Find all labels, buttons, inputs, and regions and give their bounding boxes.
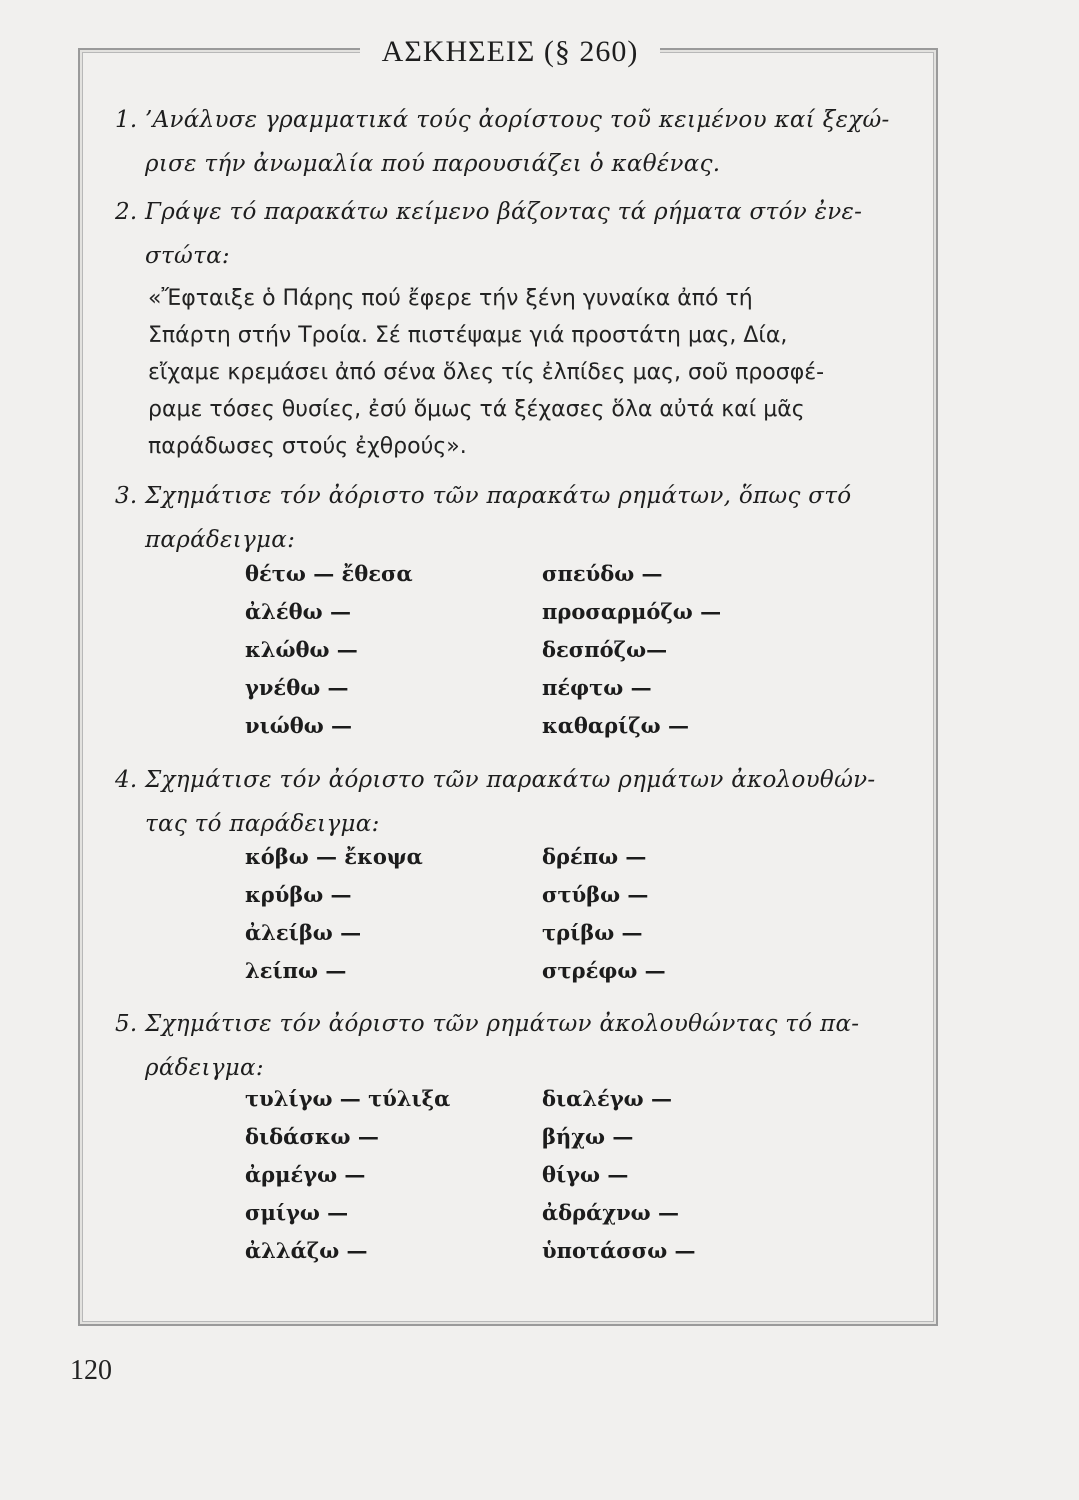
verb-item: κόβω — ἔκοψα (245, 844, 423, 869)
verb-item: θίγω — (542, 1162, 629, 1187)
exercise-2-line-1: Γράψε τό παρακάτω κείμενο βάζοντας τά ρήματα στόν ἐνε- (145, 199, 863, 225)
exercise-1-line-1: ’Ανάλυσε γραμματικά τούς ἀορίστους τοῦ κειμένου καί ξεχώ- (145, 107, 890, 133)
exercise-3-right-column (542, 555, 721, 745)
verb-item: τρίβω — (542, 920, 643, 945)
verb-item: ἀλείβω — (245, 920, 362, 945)
quote-line: «Ἔφταιξε ὁ Πάρης πού ἔφερε τήν ξένη γυναίκα ἀπό τή (148, 286, 753, 311)
exercise-5-right-column (542, 1080, 696, 1270)
verb-item: θέτω — ἔθεσα (245, 561, 413, 586)
exercise-4 (115, 758, 875, 846)
verb-item: διδάσκω — (245, 1124, 379, 1149)
exercise-5-line-1: Σχημάτισε τόν ἀόριστο τῶν ρημάτων ἀκολουθώντας τό πα- (145, 1011, 860, 1037)
exercise-2 (115, 190, 862, 278)
quote-line: Σπάρτη στήν Τροία. Σέ πιστέψαμε γιά προστάτη μας, Δία, (148, 323, 788, 348)
exercise-3-line-1: Σχημάτισε τόν ἀόριστο τῶν παρακάτω ρημάτων, ὅπως στό (145, 483, 852, 509)
verb-item: πέφτω — (542, 675, 652, 700)
exercise-5 (115, 1002, 859, 1090)
exercise-1 (115, 98, 890, 186)
exercise-4-number: 4. (115, 767, 138, 793)
verb-item: στύβω — (542, 882, 649, 907)
exercise-1-line-2: ρισε τήν ἀνωμαλία πού παρουσιάζει ὁ καθένας. (145, 151, 721, 177)
verb-item: καθαρίζω — (542, 713, 689, 738)
exercise-1-number: 1. (115, 107, 138, 133)
exercise-5-line-2: ράδειγμα: (145, 1055, 264, 1081)
quote-line: παράδωσες στούς ἐχθρούς». (148, 434, 467, 459)
verb-item: νιώθω — (245, 713, 353, 738)
verb-item: δεσπόζω— (542, 637, 668, 662)
verb-item: σμίγω — (245, 1200, 349, 1225)
quote-line: εἴχαμε κρεμάσει ἀπό σένα ὅλες τίς ἐλπίδες μας, σοῦ προσφέ- (148, 360, 825, 385)
verb-item: κλώθω — (245, 637, 358, 662)
verb-item: σπεύδω — (542, 561, 663, 586)
verb-item: κρύβω — (245, 882, 352, 907)
verb-item: δρέπω — (542, 844, 647, 869)
verb-item: τυλίγω — τύλιξα (245, 1086, 451, 1111)
verb-item: γνέθω — (245, 675, 349, 700)
exercise-4-line-1: Σχημάτισε τόν ἀόριστο τῶν παρακάτω ρημάτων ἀκολουθών- (145, 767, 876, 793)
quote-line: ραμε τόσες θυσίες, ἐσύ ὅμως τά ξέχασες ὅλα αὐτά καί μᾶς (148, 397, 805, 422)
verb-item: ὑποτάσσω — (542, 1238, 696, 1263)
verb-item: ἀδράχνω — (542, 1200, 679, 1225)
exercise-5-number: 5. (115, 1011, 138, 1037)
exercise-4-line-2: τας τό παράδειγμα: (145, 811, 380, 837)
page-title: ΑΣΚΗΣΕΙΣ (§ 260) (360, 30, 660, 74)
exercise-2-line-2: στώτα: (145, 243, 230, 269)
verb-item: ἀλέθω — (245, 599, 351, 624)
verb-item: ἀρμέγω — (245, 1162, 366, 1187)
verb-item: ἀλλάζω — (245, 1238, 368, 1263)
verb-item: στρέφω — (542, 958, 666, 983)
exercise-4-right-column (542, 838, 666, 990)
exercise-4-left-column (245, 838, 423, 990)
exercise-3-line-2: παράδειγμα: (145, 527, 296, 553)
exercise-3 (115, 474, 851, 562)
exercise-2-number: 2. (115, 199, 138, 225)
verb-item: λείπω — (245, 958, 347, 983)
verb-item: προσαρμόζω — (542, 599, 722, 624)
exercise-5-left-column (245, 1080, 450, 1270)
exercise-3-number: 3. (115, 483, 138, 509)
verb-item: βήχω — (542, 1124, 634, 1149)
exercise-2-quote (148, 280, 908, 465)
exercise-3-left-column (245, 555, 413, 745)
verb-item: διαλέγω — (542, 1086, 672, 1111)
page-number: 120 (70, 1355, 112, 1386)
